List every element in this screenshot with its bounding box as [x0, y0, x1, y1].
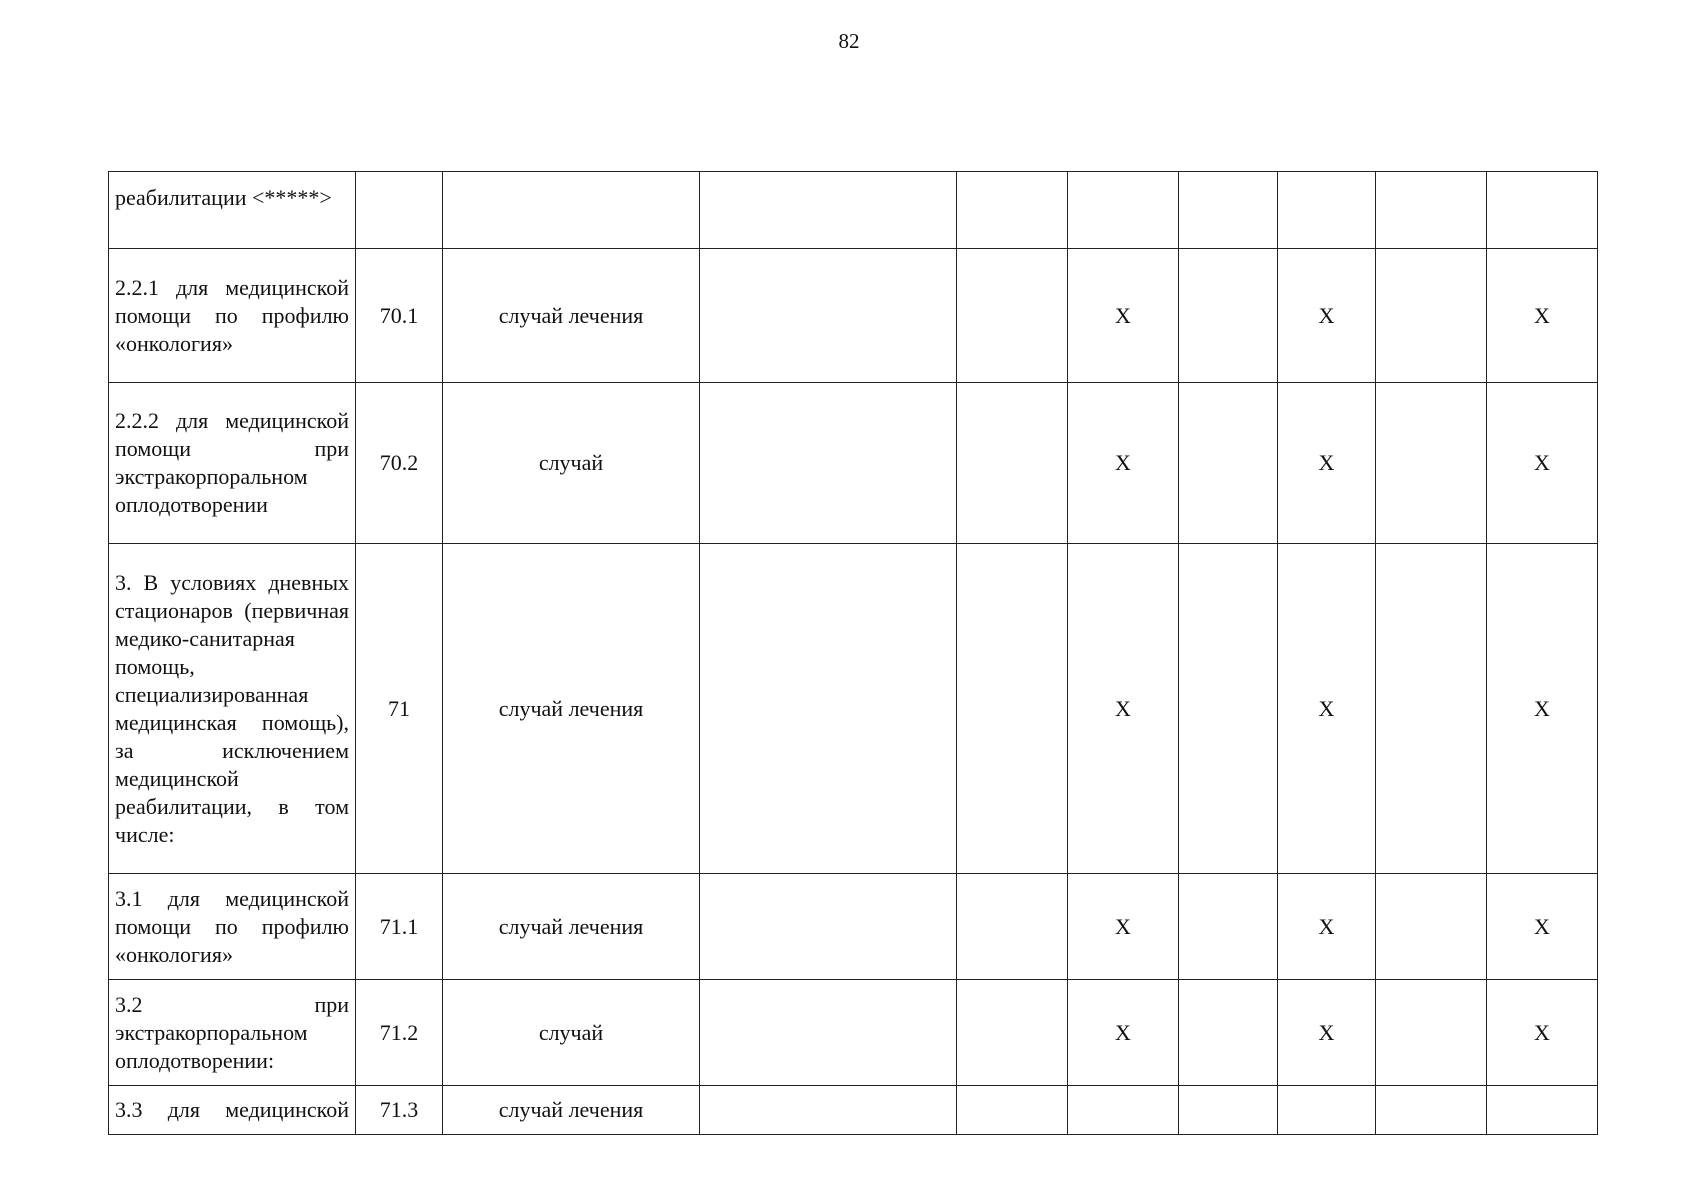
- empty-cell: [1376, 172, 1487, 249]
- empty-cell: [1179, 544, 1278, 874]
- row-code-cell: 71.3: [356, 1086, 443, 1135]
- empty-cell: [1376, 1086, 1487, 1135]
- mark-cell: [1068, 172, 1179, 249]
- mark-cell: X: [1278, 874, 1376, 980]
- empty-cell: [957, 874, 1068, 980]
- empty-cell: [957, 980, 1068, 1086]
- mark-cell: X: [1068, 544, 1179, 874]
- row-name-cell: 3. В условиях дневных стационаров (первичная медико-санитарная помощь, специализированная медицинская помощь), за исключением медицинской реабилитации, в том числе:: [109, 544, 356, 874]
- empty-cell: [700, 249, 957, 383]
- row-name-cell: 2.2.1 для медицинской помощи по профилю «онкология»: [109, 249, 356, 383]
- empty-cell: [700, 1086, 957, 1135]
- row-unit-cell: случай лечения: [443, 874, 700, 980]
- mark-cell: X: [1278, 249, 1376, 383]
- row-unit-cell: случай: [443, 383, 700, 544]
- row-code-cell: 70.2: [356, 383, 443, 544]
- row-name-cell: 3.2 при экстракорпоральном оплодотворении:: [109, 980, 356, 1086]
- mark-cell: X: [1487, 874, 1598, 980]
- empty-cell: [1179, 383, 1278, 544]
- mark-cell: X: [1278, 544, 1376, 874]
- row-code-cell: [356, 172, 443, 249]
- row-unit-cell: случай лечения: [443, 249, 700, 383]
- empty-cell: [1179, 980, 1278, 1086]
- row-name-cell: реабилитации <*****>: [109, 172, 356, 249]
- table-row: [109, 172, 1598, 249]
- mark-cell: X: [1487, 249, 1598, 383]
- empty-cell: [1376, 874, 1487, 980]
- empty-cell: [957, 544, 1068, 874]
- mark-cell: X: [1278, 980, 1376, 1086]
- row-unit-cell: случай лечения: [443, 1086, 700, 1135]
- empty-cell: [1376, 544, 1487, 874]
- empty-cell: [957, 383, 1068, 544]
- row-name-cell: 3.3 для медицинской: [109, 1086, 356, 1135]
- empty-cell: [1376, 980, 1487, 1086]
- table-row: [109, 544, 1598, 874]
- mark-cell: X: [1068, 874, 1179, 980]
- empty-cell: [1179, 1086, 1278, 1135]
- table-row: [109, 1086, 1598, 1135]
- mark-cell: X: [1068, 383, 1179, 544]
- mark-cell: [1487, 172, 1598, 249]
- empty-cell: [1179, 874, 1278, 980]
- row-unit-cell: случай лечения: [443, 544, 700, 874]
- mark-cell: X: [1487, 980, 1598, 1086]
- empty-cell: [700, 383, 957, 544]
- empty-cell: [1376, 249, 1487, 383]
- empty-cell: [957, 249, 1068, 383]
- mark-cell: [1068, 1086, 1179, 1135]
- empty-cell: [1179, 249, 1278, 383]
- table-row: [109, 249, 1598, 383]
- row-name-cell: 2.2.2 для медицинской помощи при экстракорпоральном оплодотворении: [109, 383, 356, 544]
- row-code-cell: 71.2: [356, 980, 443, 1086]
- mark-cell: [1278, 1086, 1376, 1135]
- empty-cell: [700, 874, 957, 980]
- mark-cell: X: [1278, 383, 1376, 544]
- empty-cell: [700, 980, 957, 1086]
- mark-cell: X: [1487, 544, 1598, 874]
- empty-cell: [957, 1086, 1068, 1135]
- mark-cell: X: [1068, 249, 1179, 383]
- table-row: [109, 383, 1598, 544]
- page-number: 82: [838, 29, 860, 53]
- mark-cell: [1278, 172, 1376, 249]
- table-row: [109, 874, 1598, 980]
- empty-cell: [700, 544, 957, 874]
- row-code-cell: 71: [356, 544, 443, 874]
- row-name-cell: 3.1 для медицинской помощи по профилю «онкология»: [109, 874, 356, 980]
- empty-cell: [1179, 172, 1278, 249]
- mark-cell: X: [1068, 980, 1179, 1086]
- empty-cell: [957, 172, 1068, 249]
- row-unit-cell: случай: [443, 980, 700, 1086]
- row-code-cell: 70.1: [356, 249, 443, 383]
- empty-cell: [700, 172, 957, 249]
- mark-cell: [1487, 1086, 1598, 1135]
- row-unit-cell: [443, 172, 700, 249]
- row-code-cell: 71.1: [356, 874, 443, 980]
- table-row: [109, 980, 1598, 1086]
- data-table: [108, 171, 1598, 1135]
- mark-cell: X: [1487, 383, 1598, 544]
- empty-cell: [1376, 383, 1487, 544]
